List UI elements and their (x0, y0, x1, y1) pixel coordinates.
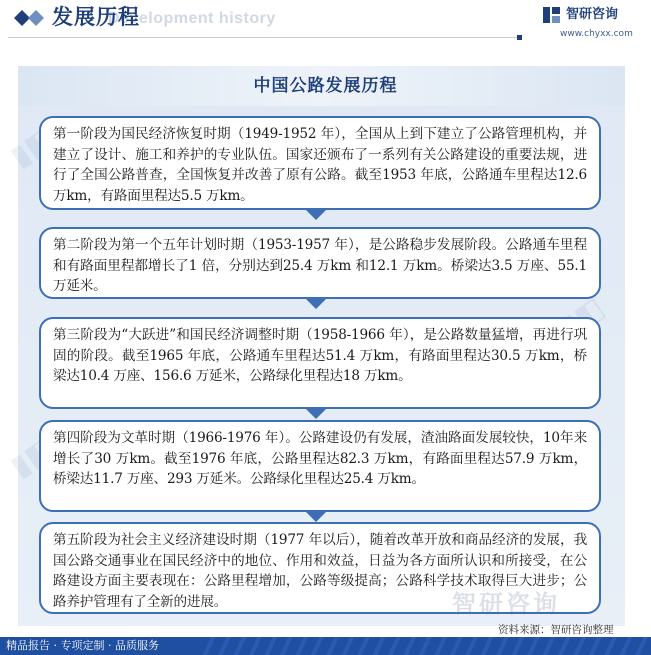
panel-title: 中国公路发展历程 (253, 76, 398, 96)
down-arrow-icon (306, 299, 326, 309)
stage-text: 第四阶段为文革时期（1966-1976 年）。公路建设仍有发展，渣油路面发展较快，10年来增长了30 万km。截至1976 年底，公路里程达82.3 万km，有路面里程达57.9 万km，桥梁达11.7 万座、293 万延米。公路绿化里程达25.4 万km。 (53, 430, 587, 487)
header-subtitle: Development history (108, 10, 276, 27)
header-divider (8, 37, 520, 38)
footer-slogan: 精品报告 · 专项定制 · 品质服务 (6, 639, 159, 652)
footer-decoration (200, 637, 651, 655)
page-header (0, 0, 651, 44)
stage-card-1 (39, 116, 601, 210)
source-note: 资料来源：智研咨询整理 (498, 624, 614, 636)
watermark-brand: 智研咨询 (452, 590, 560, 618)
footer-bar (0, 637, 651, 655)
down-arrow-icon (306, 409, 326, 419)
down-arrow-icon (306, 210, 326, 220)
stage-text: 第五阶段为社会主义经济建设时期（1977 年以后），随着改革开放和商品经济的发展，我国公路交通事业在国民经济中的地位、作用和效益，日益为各方面所认识和所接受，在公路建设方面主要表现在：公路里程增加，公路等级提高；公路科学技术取得巨大进步；公路养护管理有了全新的进展。 (53, 532, 587, 610)
stage-card-2 (39, 227, 601, 299)
stage-text: 第一阶段为国民经济恢复时期（1949-1952 年），全国从上到下建立了公路管理机构，并建立了设计、施工和养护的专业队伍。国家还颁布了一系列有关公路建设的重要法规，进行了全国公路普查，全国恢复并改善了原有公路。截至1953 年底，公路通车里程达12.6 万km，有路面里程达5.5 万km。 (53, 126, 587, 204)
diamond-bullet-icon (6, 6, 50, 30)
stage-text: 第三阶段为“大跃进”和国民经济调整时期（1958-1966 年），是公路数量猛增，再进行巩固的阶段。截至1965 年底，公路通车里程达51.4 万km，有路面里程达30.5 万km，桥梁达10.4 万座、156.6 万延米，公路绿化里程达18 万km。 (53, 327, 587, 384)
stage-text: 第二阶段为第一个五年计划时期（1953-1957 年），是公路稳步发展阶段。公路通车里程和有路面里程都增长了1 倍，分别达到25.4 万km 和12.1 万km。桥梁达3.5 万座、55.1万延米。 (53, 237, 587, 294)
brand-url: www.chyxx.com (560, 29, 633, 39)
page-title: 发展历程 (52, 5, 140, 29)
down-arrow-icon (306, 512, 326, 522)
brand-name: 智研咨询 (566, 7, 619, 22)
brand-logo-icon (542, 5, 562, 25)
stage-card-3 (39, 317, 601, 409)
brand-block (538, 4, 648, 42)
stage-card-4 (39, 420, 601, 512)
